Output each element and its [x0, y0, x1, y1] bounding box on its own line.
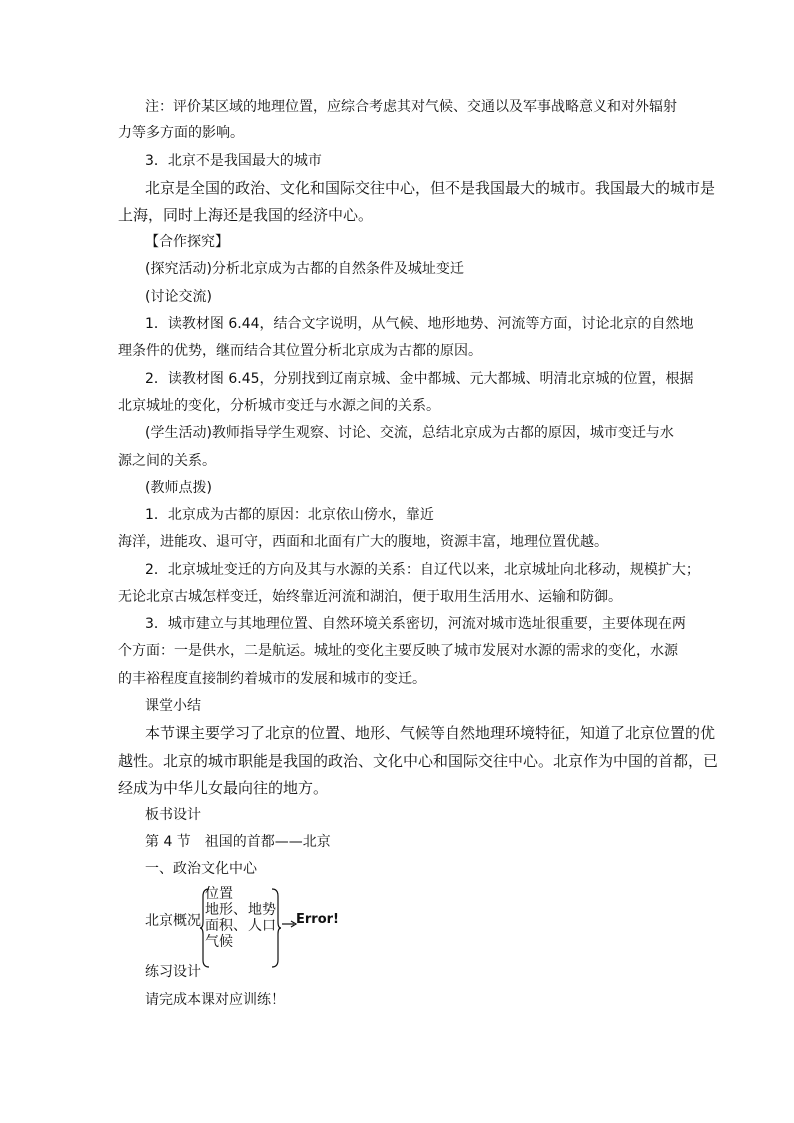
outline-item-terrain: 地形、: [205, 902, 247, 918]
student-activity-line-2: 源之间的关系。: [118, 453, 216, 469]
body-paragraph-line-1: 北京是全国的政治、文化和国际交往中心，但不是我国最大的城市。我国最大的城市是: [145, 179, 716, 197]
section-heading-3: 3．北京不是我国最大的城市: [145, 153, 322, 169]
outline-result-error: Error!: [296, 912, 339, 927]
class-summary-heading: 课堂小结: [145, 698, 201, 714]
right-brace-icon: [270, 888, 282, 968]
discussion-item-2-line-1: 2．读教材图 6.45，分别找到辽南京城、金中都城、元大都城、明清北京城的位置，根据: [145, 371, 694, 387]
outline-item-landform: 地势: [248, 902, 276, 918]
outline-item-population: 人口: [248, 918, 276, 934]
guidance-item-1-line-1: 1．北京成为古都的原因：北京依山傍水，靠近: [145, 507, 434, 523]
summary-paragraph-line-3: 经成为中华儿女最向往的地方。: [118, 779, 329, 797]
summary-paragraph-line-1: 本节课主要学习了北京的位置、地形、气候等自然地理环境特征，知道了北京位置的优: [145, 724, 716, 742]
lesson-title: 第 4 节 祖国的首都——北京: [145, 834, 331, 850]
summary-paragraph-line-2: 越性。北京的城市职能是我国的政治、文化中心和国际交往中心。北京作为中国的首都，已: [118, 752, 719, 770]
outline-section-heading: 一、政治文化中心: [145, 861, 257, 877]
guidance-item-2-line-1: 2．北京城址变迁的方向及其与水源的关系：自辽代以来，北京城址向北移动，规模扩大；: [145, 562, 700, 578]
guidance-item-3-line-3: 的丰裕程度直接制约着城市的发展和城市的变迁。: [118, 671, 426, 687]
teacher-guidance-heading: (教师点拨): [145, 480, 212, 496]
discussion-item-1-line-2: 理条件的优势，继而结合其位置分析北京成为古都的原因。: [118, 343, 482, 359]
body-paragraph-line-2: 上海，同时上海还是我国的经济中心。: [118, 206, 374, 224]
outline-item-climate: 气候: [205, 934, 233, 950]
student-activity-line-1: (学生活动)教师指导学生观察、讨论、交流，总结北京成为古都的原因，城市变迁与水: [145, 425, 674, 441]
guidance-item-3-line-1: 3．城市建立与其地理位置、自然环境关系密切，河流对城市选址很重要，主要体现在两: [145, 616, 686, 632]
inquiry-activity-line: (探究活动)分析北京成为古都的自然条件及城址变迁: [145, 261, 464, 277]
exercise-design-heading: 练习设计: [145, 964, 201, 980]
discussion-item-2-line-2: 北京城址的变化，分析城市变迁与水源之间的关系。: [118, 398, 440, 414]
outline-item-position: 位置: [205, 886, 233, 902]
guidance-item-1-line-2: 海洋，进能攻、退可守，西面和北面有广大的腹地，资源丰富，地理位置优越。: [118, 534, 608, 550]
guidance-item-3-line-2: 个方面：一是供水，二是航运。城址的变化主要反映了城市发展对水源的需求的变化，水源: [118, 643, 678, 659]
cooperative-inquiry-heading: 【合作探究】: [145, 234, 229, 250]
note-paragraph-line-2: 力等多方面的影响。: [118, 125, 244, 141]
exercise-instruction: 请完成本课对应训练！: [145, 992, 285, 1008]
board-design-heading: 板书设计: [145, 807, 201, 823]
discussion-item-1-line-1: 1．读教材图 6.44，结合文字说明，从气候、地形地势、河流等方面，讨论北京的自然地: [145, 316, 694, 332]
note-paragraph-line-1: 注：评价某区域的地理位置，应综合考虑其对气候、交通以及军事战略意义和对外辐射: [145, 99, 677, 115]
discussion-heading: (讨论交流): [145, 289, 212, 305]
outline-item-area: 面积、: [205, 918, 247, 934]
outline-root-label: 北京概况: [145, 913, 201, 929]
guidance-item-2-line-2: 无论北京古城怎样变迁，始终靠近河流和湖泊，便于取用生活用水、运输和防御。: [118, 589, 622, 605]
